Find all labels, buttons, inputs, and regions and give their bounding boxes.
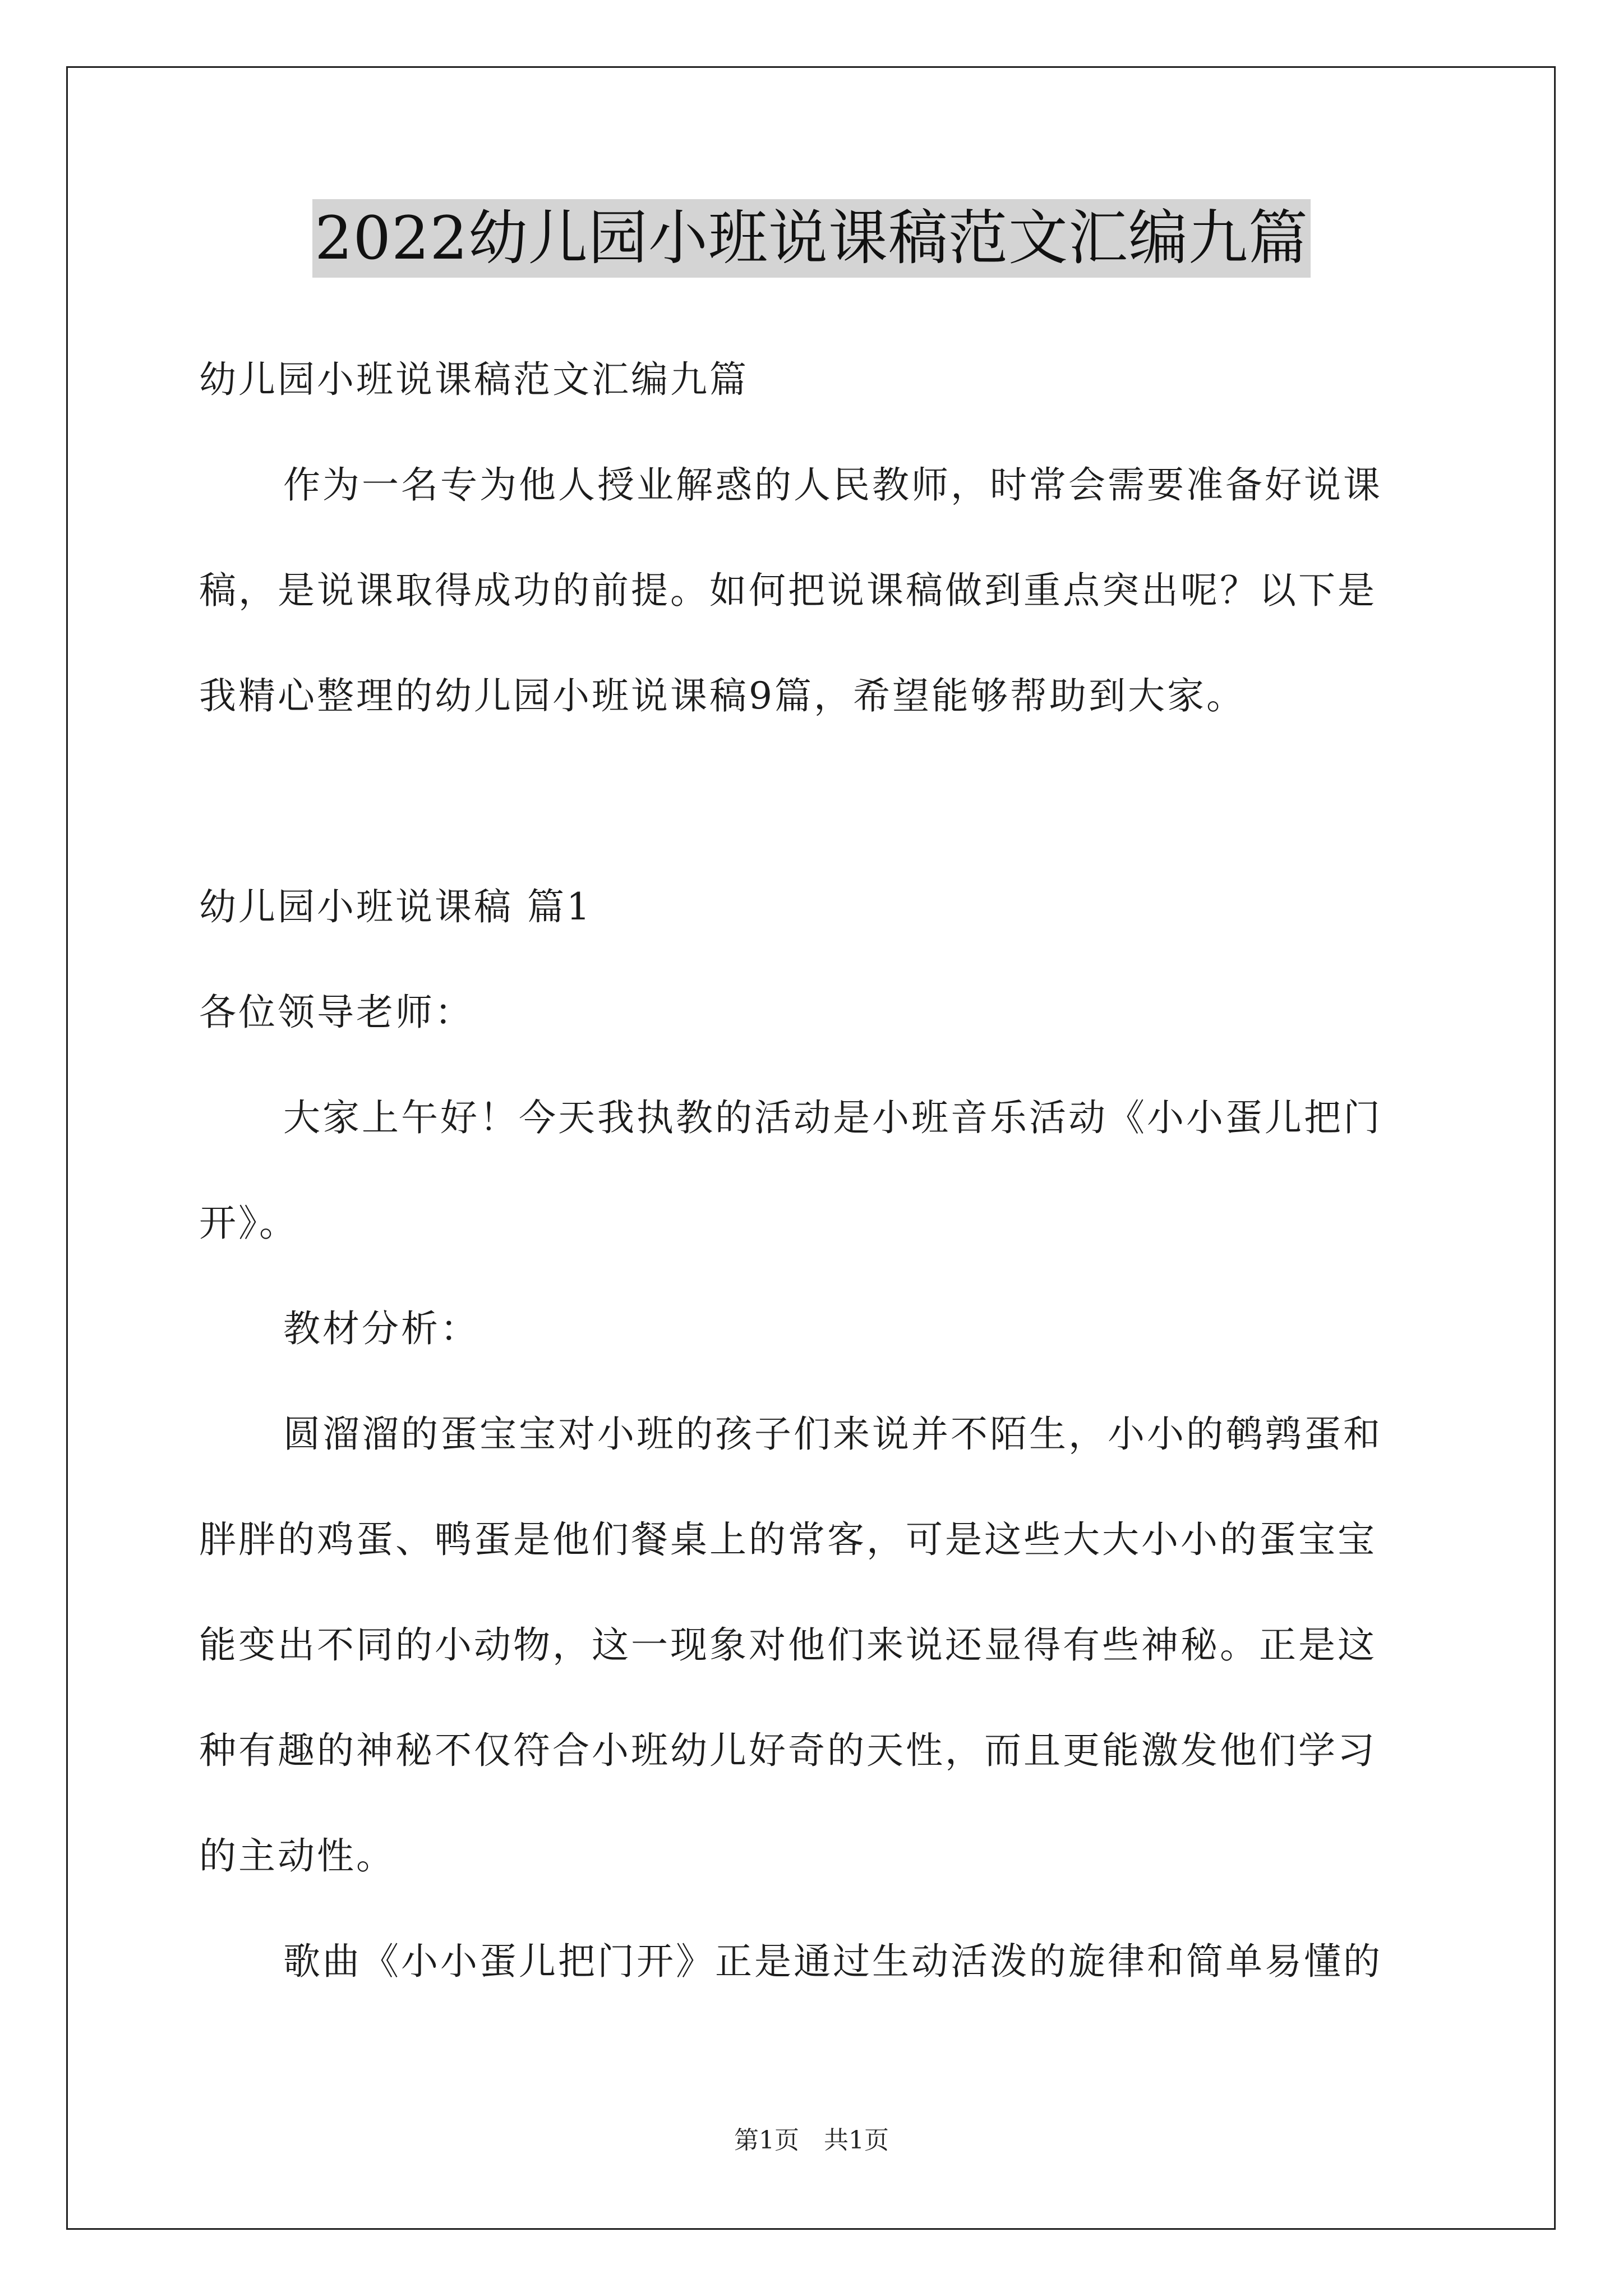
paragraph-line: 我精心整理的幼儿园小班说课稿9篇，希望能够帮助到大家。 [199, 674, 1246, 717]
salutation-line: 各位领导老师： [199, 991, 474, 1034]
page-footer: 第1页 共1页 [734, 2126, 889, 2155]
paragraph-line: 的主动性。 [199, 1834, 395, 1878]
paragraph-line: 种有趣的神秘不仅符合小班幼儿好奇的天性，而且更能激发他们学习 [199, 1729, 1377, 1772]
subtitle-line: 幼儿园小班说课稿范文汇编九篇 [199, 358, 749, 401]
subheading-line: 教材分析： [283, 1307, 479, 1350]
paragraph-line: 胖胖的鸡蛋、鸭蛋是他们餐桌上的常客，可是这些大大小小的蛋宝宝 [199, 1518, 1377, 1561]
paragraph-line: 开》。 [199, 1202, 298, 1245]
paragraph-line: 歌曲《小小蛋儿把门开》正是通过生动活泼的旋律和简单易懂的 [283, 1940, 1382, 1983]
paragraph-line: 能变出不同的小动物，这一现象对他们来说还显得有些神秘。正是这 [199, 1623, 1377, 1667]
title-container [0, 199, 1623, 278]
paragraph-line: 圆溜溜的蛋宝宝对小班的孩子们来说并不陌生，小小的鹌鹑蛋和 [283, 1412, 1382, 1456]
paragraph-line: 大家上午好！今天我执教的活动是小班音乐活动《小小蛋儿把门 [283, 1096, 1382, 1139]
document-title: 2022幼儿园小班说课稿范文汇编九篇 [312, 199, 1311, 278]
paragraph-line: 稿，是说课取得成功的前提。如何把说课稿做到重点突出呢？以下是 [199, 569, 1377, 612]
section-heading: 幼儿园小班说课稿 篇1 [199, 885, 592, 928]
paragraph-line: 作为一名专为他人授业解惑的人民教师，时常会需要准备好说课 [283, 463, 1382, 507]
